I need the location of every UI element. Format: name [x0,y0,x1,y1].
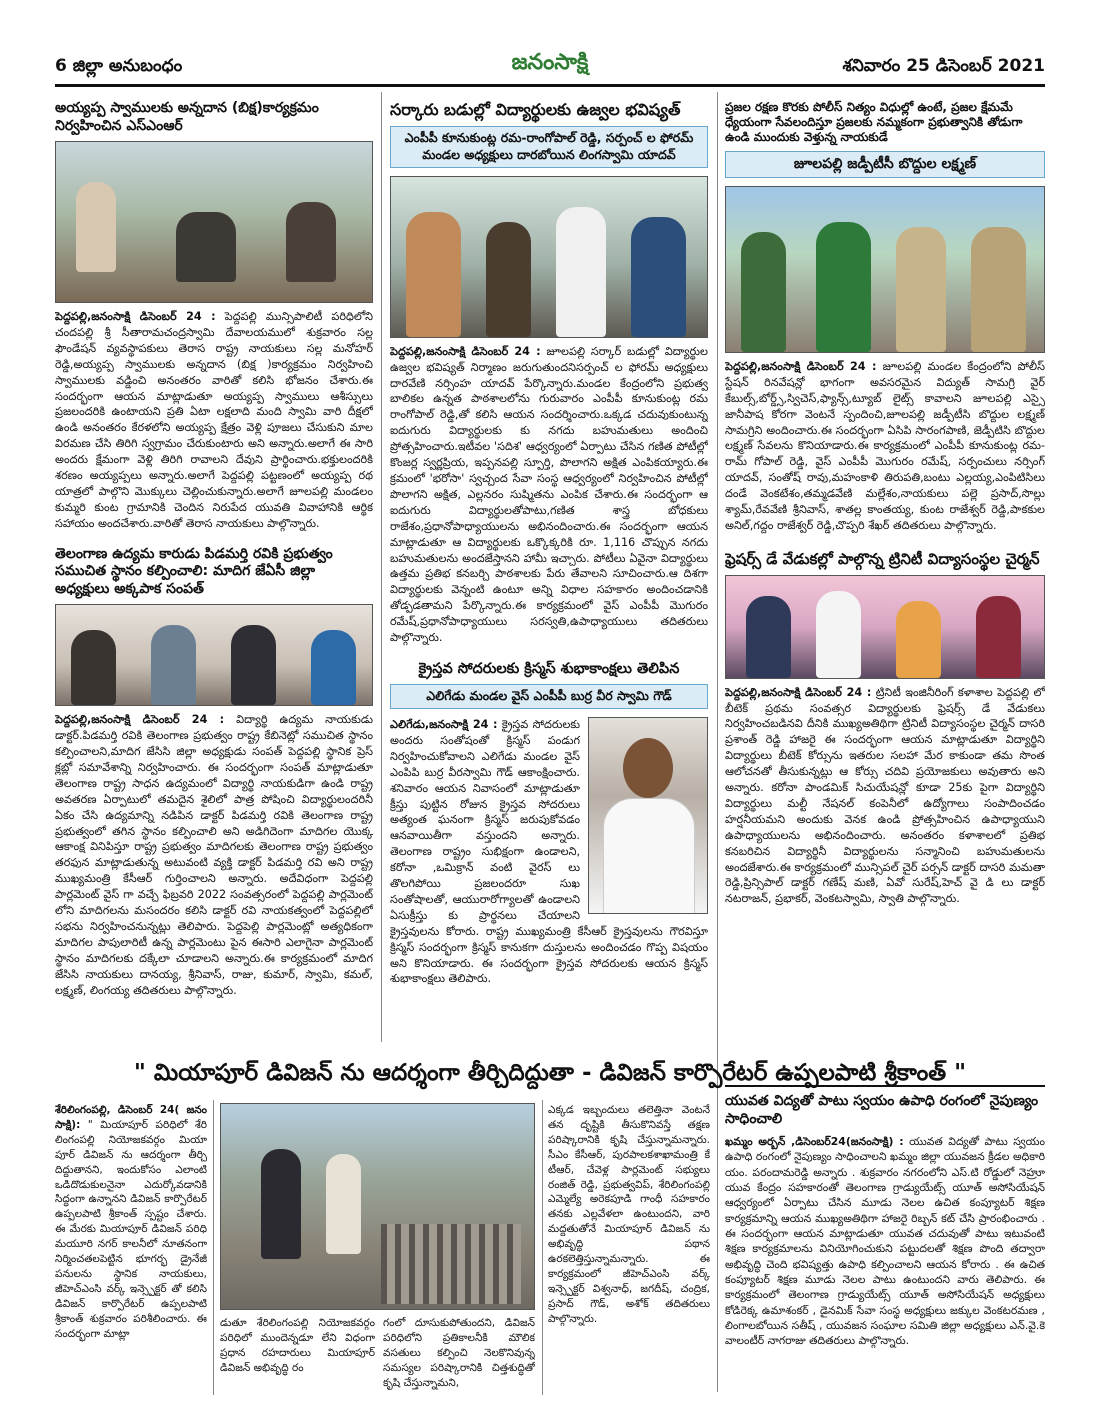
article-body: ఎక్కడ ఇబ్బందులు తలెత్తినా వెంటనే తన దృష్టికి తీసుకొనివస్తే తక్షణ పరిష్కారానికి కృషి చేస్తున్నామన్నారు. సీఎం కేసీఆర్, పురపాలకశాఖామంత్రి కే టీఆర్, చేవెళ్ల పార్లమెంట్ సభ్యులు రంజిత్ రెడ్డి, ప్రభుత్వవిప్, శేరిలింగంపల్లి ఎమ్మెల్యే అరెకపూడి గాంధీ సహకారం తనకు ఎల్లవేళలా ఉంటుందని, వారి మద్దతుతోనే మియాపూర్ డివిజన్ ను అభివృద్ధి పథాన ఉరకలెత్తిస్తున్నామన్నారు. ఈ కార్యక్రమంలో జీహెచ్ఎంసి వర్క్ ఇన్స్పెక్టర్ విశ్వనాధ్, జగదీష్, చంద్రిక, ప్రసాద్ గౌడ్, అశోక్ తదితరులు పాల్గొన్నారు. [548,1104,710,1325]
bottom-right-article [725,1085,1045,1398]
article-body: డుతూ శేరిలింగంపల్లి నియోజకవర్గం పరిధిలో ముందెన్నడూ లేని విధంగా ప్రధాన రహదారులు మియాపూర్ డివిజన్ అభివృద్ధి రం [220,1317,375,1374]
article-subhead: ఎలిగేడు మండల వైస్ ఎంపీపీ బుర్ర వీర స్వామి గౌడ్ [390,684,708,709]
article-body: పెద్దపల్లి,జనంసాక్షి డిసెంబర్ 24 : పెద్దపల్లి మున్సిపాలిటీ పరిధిలోని చందపల్లి శ్రీ సీతారామచంద్రస్వామి దేవాలయములో శుక్రవారం సల్ల ఫౌండేషన్ వ్యవస్థాపకులు తెరాస రాష్ట్ర నాయకులు సల్ల మనోహర్ రెడ్డి,అయ్యప్ప స్వాములకు అన్నదాన (బిక్ష )కార్యక్రమం నిర్వహించి స్వాములకు వడ్డించి అనంతరం వారితో కలిసి భోజనం చేశారు.ఈ సందర్భంగా ఆయన మాట్లాడుతూ అయ్యప్ప స్వాములు ఆశీస్సులు ప్రజలందరికి ఉంటాయని ప్రతి ఏటా లక్షలాది మంది స్వామి వారి దీక్షలో ఉండి అనంతరం కేరళలోని అయ్యప్ప క్షేత్రం వెళ్లి పూజలు చేసుకుని మాల విరమణ చేసి తిరిగి స్వగ్రామం చేరుకుంటారు అని అన్నారు.అలాగే ఈ సారి అందరు క్షేమంగా వెళ్లి తిరిగి రావాలని దేవుని ప్రార్థించారు.భక్తులందరికి శరణం అయ్యప్పలు అన్నారు.అలాగే పెద్దపల్లి పట్టణంలో అయ్యప్ప రథ యాత్రలో పాల్గొని మొక్కులు చెల్లించుకున్నారు.అలాగే జూలపల్లి మండలం కుమ్మరి కుంట గ్రామానికి చెందిన నిరుపేద యువతి వివాహానికి ఆర్థిక సహాయం అందచేశారు.వారితో తెరాస నాయకులు పాల్గొన్నారు. [55,310,373,530]
article-body: గంలో దూసుకుపోతుందని, డివిజన్ పరిధిలోని ప్రతికాలనీకి మౌలిక వసతులు కల్పించి నెలకొనివున్న సమస్యల పరిష్కారానికి చిత్తశుద్ధితో కృషి చేస్తున్నామని, [383,1317,535,1389]
article-headline: క్రైస్తవ సోదరులకు క్రిస్మస్ శుభాకాంక్షలు తెలిపిన [418,660,680,677]
bottom-article-col2 [220,1103,535,1398]
article-body: పెద్దపల్లి,జనంసాక్షి డిసెంబర్ 24 : విద్యార్థి ఉద్యమ నాయకుడు డాక్టర్.పిడమర్తి రవికి తెలంగాణ ప్రభుత్వం రాష్ట్ర కేబినెట్లో సముచిత స్థానం కల్పించాలని,మాదిగ జేసిసి జిల్లా అధ్యక్షుడు సంపత్ పెద్దపల్లి స్థానిక ప్రెస్ క్లబ్లో సమావేశాన్ని నిర్వహించారు. ఈ సందర్భంగా సంపత్ మాట్లాడుతూ తెలంగాణ రాష్ట్ర సాధన ఉద్యమంలో విద్యార్థి నాయకుడిగా ఉండి రాష్ట్ర అవతరణ ఏర్పాటులో తమదైన శైలిలో పాత్ర పోషించి విద్యార్థులందరినీ ఏకం చేసి ఉద్యమాన్ని నడిపిన డాక్టర్ పిడమర్తి రవికి తెలంగాణ రాష్ట్ర ప్రభుత్వంలో తగిన స్థానం కల్పించాలి అని అడిగిదెంగా మాదిగల యొక్క ఆకాంక్ష వినిపిస్తూ రాష్ట్ర ప్రభుత్వం మాదిగలకు తెలంగాణ రాష్ట్ర ప్రభుత్వం తరఫున మాట్లాడుతున్న అటువంటి వ్యక్తి డాక్టర్ పిడమర్తి రవి అని రాష్ట్ర ముఖ్యమంత్రి కేసీఆర్ గుర్తించాలని అన్నారు. అదేవిధంగా పెద్దపల్లి పార్లమెంట్ వైస్ గా వచ్చే ఫిబ్రవరి 2022 సంవత్సరంలో పెద్దపల్లి పార్లమెంట్ లోని మాదిగలను మసందరం కలిసి డాక్టర్ రవి నాయకత్వంలో పెద్దపల్లిలో సభను నిర్వహించనున్నట్లు తెలిపారు. పెద్దపెల్లి పార్లమెంట్లో అత్యధికంగా మాదిగల పాపులారిటీ ఉన్న పార్లమెంటు పైన ఈసారి ఎలాగైనా పార్లమెంట్ స్థానం మాదిగలకు దక్కేలా చూడాలని అన్నారు.ఈ కార్యక్రమంలో మాదిగ జేసిసి నాయకులు దానయ్య, శ్రీనివాస్, రాజు, కుమార్, స్వామి, కమల్, లక్ష్మణ్, లింగయ్య తదితరులు పాల్గొన్నారు. [55,713,373,997]
article-photo [55,604,373,706]
column-rule [542,1100,543,1395]
column-rule [717,92,718,1392]
masthead [55,50,1045,87]
article-photo [390,176,708,338]
article-body: ఖమ్మం అర్బన్ ,డిసెంబర్24(జనంసాక్షి) : యువత విద్యతో పాటు స్వయం ఉపాధి రంగంలో నైపుణ్యం సాధించాలని ఖమ్మం జిల్లా యువజన క్రీడల అధికారి యం. పరందామరెడ్డి అన్నారు . శుక్రవారం నగరంలోని ఎస్.టి రోడ్డులో నెహ్రూ యువ కేంద్రం సహకారంతో తెలంగాణ గ్రాడ్యుయేట్స్ యూత్ అసోసియేషన్ ఆధ్వర్యంలో ఏర్పాటు చేసిన మూడు నెలల ఉచిత కంప్యూటర్ శిక్షణ కార్యక్రమాన్ని ఆయన ముఖ్యఅతిథిగా హాజరై రిబ్బన్ కట్ చేసి ప్రారంభించారు . ఈ సందర్భంగా ఆయన మాట్లాడుతూ యువత చదువుతో పాటు ఇటువంటి శిక్షణ కార్యక్రమాలను వినియోగించుకుని పట్టుదలతో శిక్షణ పొంది తద్వారా అభివృద్ధి చెంది భవిష్యత్తు ఉపాధి కల్పించాలని ఆయన కోరారు . ఈ ఉచిత కంప్యూటర్ శిక్షణ మూడు నెలల పాటు ఉంటుందని వారు తెలిపారు. ఈ కార్యక్రమంలో తెలంగాణ గ్రాడ్యుయేట్స్ యూత్ అసోసియేషన్ అధ్యక్షులు కోడిరెక్క ఉమాశంకర్ , డైనమిక్ సేవా సంస్థ అధ్యక్షులు జక్కుల వెంకటరమణ , లింగాలబోయిన సతీష్ , యువజన సంఘాల సమితి జిల్లా అధ్యక్షులు ఎన్.వై.కె వాలంటీర్ నాగరాజు తదితరులు పాల్గొన్నారు. [725,1135,1045,1348]
issue-date: శనివారం 25 డిసెంబర్ 2021 [842,56,1045,76]
column-rule [213,1100,214,1395]
bottom-article-col1 [55,1103,207,1398]
article-headline: ప్రజల రక్షణ కొరకు పోలీస్ నిత్యం విధుల్లో ఉంటే, ప్రజల క్షేమమే ధ్యేయంగా సేవలందిస్తూ ప్రజలకు నమ్మకంగా ప్రభుత్వానికి తోడుగా ఉండి ముందుకు వెళ్తున్న నాయకుడే [725,100,1023,144]
article-headline: తెలంగాణ ఉద్యమ కారుడు పిడమర్తి రవికి ప్రభుత్వం సముచిత స్థానం కల్పించాలి: మాదిగ జేఏసీ జిల్లా అధ్యక్షులు అక్కపాక సంపత్ [55,545,333,597]
article-subhead: ఎంపీపీ కూనుకుంట్ల రమ-రాంగోపాల్ రెడ్డి, సర్పంచ్ ల ఫోరమ్ మండల అధ్యక్షులు దారబోయిన లింగస్వామి యాదవ్ [390,126,708,168]
article-body: పెద్దపల్లి,జనంసాక్షి డిసెంబర్ 24 : జూలపల్లి మండల కేంద్రంలోని పోలీస్ స్టేషన్ రినవేషన్లో భాగంగా అవసరమైన విద్యుత్ సామగ్రి వైర్ కేబుల్స్,బోర్డ్స్,స్విచెస్,ఫ్యాన్స్,ట్యూబ్ లైట్స్ కావాలని జూలపల్లి ఎస్సై జానీపాష కోరగా వెంటనే స్పందించి,జూలపల్లి జడ్పీటీసి బొద్దుల లక్ష్మణ్ సామగ్రిని అందించారు.ఈ సందర్భంగా ఏసిపి సారంగపాణి, జెడ్పీటిసి బొద్దుల లక్ష్మణ్ సేవలను కొనియాడారు.ఈ కార్యక్రమంలో ఎంపీపీ కూనుకుంట్ల రమ- రామ్ గోపాల్ రెడ్డి, వైస్ ఎంపీపీ మొగురం రమేష్, సర్పంచులు నర్సింగ్ యాదవ్, సంతోష్ రావు,మహంకాళి తిరుపతి,బంటు ఎల్లయ్య,ఎంపిటిసిలు దండే వెంకటేశం,తమ్మడవేణి మల్లేశం,నాయకులు పల్లె ప్రసాద్,సొల్లు శ్యామ్,రేవవేణి శ్రీనివాస్, శాతల్ల కాంతయ్య, కుంట రాజేశ్వర్ రెడ్డి,పాకకుల అనిల్,గద్దం రాజేశ్వర్ రెడ్డి,చొప్పరి శేఖర్ తదితరులు పాల్గొన్నారు. [725,359,1045,532]
article-headline: అయ్యప్ప స్వాములకు అన్నదాన (బిక్ష)కార్యక్రమం నిర్వహించిన ఎస్ఎంఆర్ [55,100,319,134]
column-rule [381,92,382,1042]
page-number-section: 6 జిల్లా అనుబంధం [55,56,183,76]
article-headline: యువత విద్యతో పాటు స్వయం ఉపాధి రంగంలో నైపుణ్యం సాధించాలి [725,1085,1045,1128]
banner-headline: " మియాపూర్ డివిజన్ ను ఆదర్శంగా తీర్చిదిద్దుతా - డివిజన్ కార్పొరేటర్ ఉప్పలపాటి శ్రీకాంత్ " [133,1060,967,1086]
article-body: పెద్దపల్లి,జనంసాక్షి డిసెంబర్ 24 : జూలపల్లి సర్కార్ బడుల్లో విద్యార్థుల ఉజ్వల భవిష్యత్ నిర్మాణం జరుగుతుందనిసర్పంచ్ ల ఫోరమ్ అధ్యక్షులు దారవేణి నర్సింహ యాదవ్ పేర్కొన్నారు.మండల కేంద్రంలోని ప్రభుత్వ బాలికల ఉన్నత పాఠశాలలోను గురువారం ఎంపీపీ కూనుకుంట్ల రమ రాంగోపాల్ రెడ్డి,తో కలిసి ఆయన సందర్శించారు.ఒక్కడ చదువుకుంటున్న ఐదుగురు విద్యార్థులకు కు నగదు బహుమతులు అందించి ప్రోత్సహించారు.ఇటీవల 'సదిశ' ఆధ్వర్యంలో ఏర్పాటు చేసిన గణిత పోటీల్లో కొంజర్ల స్వర్ణప్రియ, ఇప్పనపల్లి స్పూర్తి, పొలాగని అక్షిత ఎంపికయ్యారు.ఈ క్రమంలో 'భరోసా' స్వచ్చంద సేవా సంస్థ ఆధ్వర్యంలో నిర్వహించిన పోటీల్లో పొలాగని అక్షిత, ఎల్లనరం సుష్మితను ఎంపిక చేశారు.ఈ సందర్భంగా ఆ ఐదుగురు విద్యార్థులతోపాటు,గణిత శాస్త్ర బోధకులు రాజేశం,ప్రధానోపాధ్యాయులను అభినందించారు.ఈ సందర్భంగా ఆయన మాట్లాడుతూ ఆ విద్యార్థులకు ఒక్కొక్కరికి రూ. 1,116 చొప్పున నగదు బహుమతులను అందజేస్తానని హామీ ఇచ్చారు. పోటీలు ఏవైనా విద్యార్థులు ఉత్తమ ప్రతిభ కనబర్చి పాఠశాలకు పేరు తేవాలని సూచించారు.ఆ దిశగా విద్యార్థులకు వెన్నంటి ఉంటూ అన్ని విధాల సహకారం అందించడానికి తోడ్పడతామని పేర్కొన్నారు.ఈ కార్యక్రమంలో వైస్ ఎంపీపీ మొగురం రమేష్,ప్రధానోపాధ్యాయులు సరస్వతి,ఉపాధ్యాయులు తదితరులు పాల్గొన్నారు. [390,344,708,645]
article-body: శేరిలింగంపల్లి, డిసెంబర్ 24( జనం సాక్షి): " మియాపూర్ పరిధిలో శేరి లింగంపల్లి నియోజకవర్గం మియా పూర్ డివిజన్ ను ఆదర్శంగా తీర్చి దిద్దుతానని, ఇందుకోసం ఎలాంటి ఒడిదొడుకులనైనా ఎదుర్కోవడానికి సిద్ధంగా ఉన్నానని డివిజన్ కార్పొరేటర్ ఉప్పలపాటి శ్రీకాంత్ స్పష్టం చేశారు. ఈ మేరకు మియాపూర్ డివిజన్ పరిధి మయూరి నగర్ కాలనీలో నూతనంగా నిర్మించతలపెట్టిన భూగర్భ డ్రైనేజీ పనులను స్థానిక నాయకులు, జీహెచ్ఎంసి వర్క్ ఇన్స్పెక్టర్ తో కలిసి డివిజన్ కార్పొరేటర్ ఉప్పలపాటి శ్రీకాంత్ శుక్రవారం పరిశీలించారు. ఈ సందర్భంగా మాట్లా [55,1104,207,1340]
column-middle [390,100,708,1050]
article-photo [220,1103,535,1310]
article-headline: సర్కారు బడుల్లో విద్యార్థులకు ఉజ్వల భవిష్యత్ [390,100,681,119]
article-body: ఎలిగేడు,జనంసాక్షి 24 : క్రైస్తవ సోదరులకు అందరు సంతోషంతో క్రిస్మస్ పండుగ నిర్వహించుకోవాలని ఎలిగేడు మండల వైస్ ఎంపిపి బుర్ర వీరస్వామి గౌడ్ ఆకాంక్షించారు. శనివారం ఆయన నివాసంలో మాట్లాడుతూ క్రీస్తు పుట్టిన రోజున క్రైస్తవ సోదరులు అత్యంత ఘనంగా క్రిస్మస్ జరుపుకోవడం ఆనవాయితీగా వస్తుందని అన్నారు. తెలంగాణ రాష్ట్రం సుభిక్షంగా ఉండాలని, కరోనా ,ఒమిక్రాన్ వంటి వైరస్ లు తొలగిపోయి ప్రజలందరూ సుఖ సంతోషాలతో, ఆయురారోగ్యాలతో ఉండాలని ఏసుక్రీస్తు కు ప్రార్థనలు చేయాలని క్రైస్తవులను కోరారు. రాష్ట్ర ముఖ్యమంత్రి కేసీఆర్ క్రైస్తవులను గౌరవిస్తూ క్రిస్మస్ సందర్భంగా క్రిస్మస్ కానుకగా దుస్తులను అందించడం గొప్ప విషయం అని కొనియాడారు. ఈ సందర్భంగా క్రైస్తవ సోదరులకు ఆయన క్రిస్మస్ శుభాకాంక్షలు తెలిపారు. [390,717,708,986]
article-subhead: జూలపల్లి జడ్పీటీసీ బొద్దుల లక్ష్మణ్ [725,151,1045,178]
column-right [725,100,1045,1055]
article-photo [725,186,1045,353]
article-headline: ఫ్రెషర్స్ డే వేడుకల్లో పాల్గొన్న ట్రినిటీ విద్యాసంస్థల చైర్మన్ [725,549,1040,568]
newspaper-logo: జనంసాక్షి [511,50,589,75]
portrait-photo [588,717,708,914]
column-left [55,100,373,1050]
bottom-article-col3 [548,1103,710,1398]
article-photo [55,141,373,303]
article-photo [725,575,1045,679]
article-body: పెద్దపల్లి,జనంసాక్షి డిసెంబర్ 24 : ట్రినిటీ ఇంజినీరింగ్ కళాశాల పెద్దపల్లి లో బీటెక్ ప్రథమ సంవత్సర విద్యార్థులకు ఫ్రెషర్స్ డే వేడుకలు నిర్వహించబడినవి దీనికి ముఖ్యఅతిథిగా ట్రినిటీ విద్యాసంస్థల చైర్మన్ దాసరి ప్రశాంత్ రెడ్డి హాజరై ఈ సందర్భంగా ఆయన మాట్లాడుతూ విద్యార్థిని విద్యార్థులు బీటెక్ కోర్సును ఇతరుల సలహా మేర కాకుండా తమ సొంత ఆలోచనతో తీసుకున్నట్లు ఆ కోర్సు చదివి ప్రయోజకులు అవుతారు అని అన్నారు. కరోనా పాండమిక్ సిచుయేషన్లో కూడా 25కు పైగా విద్యార్థిని విద్యార్థులు మల్టీ నేషనల్ కంపెనీలో ఉద్యోగాలు సంపాదించడం హర్షనీయమని అందుకు వెనక ఉండి ప్రోత్సహించిన ఉపాధ్యాయుని ఉపాధ్యాయులను అభినందించారు. అనంతరం కళాశాలలో ప్రతిభ కనబరిచిన విద్యార్థినీ విద్యార్థులను సన్మానించి బహుమతులను అందజేశారు.ఈ కార్యక్రమంలో మున్సిపల్ చైర్ పర్సన్ డాక్టర్ దాసరి మమతా రెడ్డి,ప్రిన్సిపాల్ డాక్టర్ గణేష్ మణి, ఏవో సురేష్,హెచ్ వై డి లు డాక్టర్ నటరాజన్, ప్రభాకర్, వెంకటస్వామి, స్వాతి పాల్గొన్నారు. [725,685,1045,906]
